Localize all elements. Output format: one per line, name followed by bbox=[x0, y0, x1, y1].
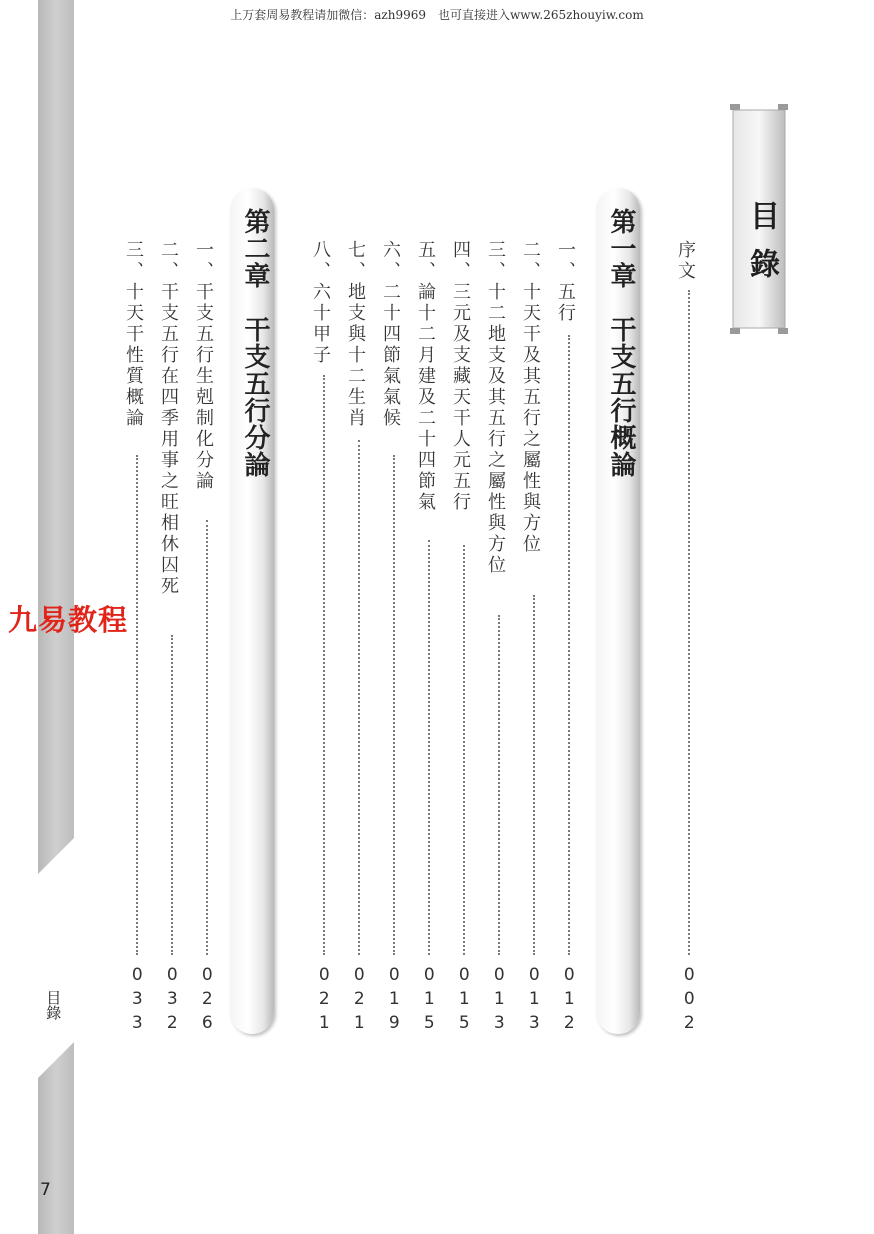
dot-leader bbox=[498, 615, 500, 955]
page-title: 目錄 bbox=[744, 200, 779, 296]
dot-leader bbox=[136, 455, 138, 955]
toc-entry-title: 四、三元及支藏天干人元五行 bbox=[450, 240, 471, 513]
dot-leader bbox=[323, 375, 325, 955]
dot-leader bbox=[533, 595, 535, 955]
toc-entry-title: 一、干支五行生剋制化分論 bbox=[193, 240, 214, 492]
toc-entry-preface[interactable] bbox=[675, 240, 706, 1037]
toc-entry[interactable] bbox=[520, 240, 551, 1037]
toc-entry-title: 序文 bbox=[675, 240, 696, 282]
red-watermark: 九易教程 bbox=[8, 603, 129, 637]
toc-entry-page: 021 bbox=[349, 965, 370, 1037]
toc-entry-title: 三、十天干性質概論 bbox=[123, 240, 144, 429]
dot-leader bbox=[358, 440, 360, 955]
dot-leader bbox=[206, 520, 208, 955]
toc-entry-page: 026 bbox=[197, 965, 218, 1037]
side-label: 目錄 bbox=[44, 990, 63, 1020]
toc-entry-page: 021 bbox=[314, 965, 335, 1037]
toc-entry-page: 015 bbox=[454, 965, 475, 1037]
toc-entry-title: 七、地支與十二生肖 bbox=[345, 240, 366, 429]
toc-entry[interactable] bbox=[415, 240, 446, 1037]
toc-entry-page: 002 bbox=[679, 965, 700, 1037]
toc-entry-page: 033 bbox=[127, 965, 148, 1037]
toc-entry-title: 二、干支五行在四季用事之旺相休囚死 bbox=[158, 240, 179, 597]
toc-entry[interactable] bbox=[158, 240, 189, 1037]
toc-entry-page: 012 bbox=[559, 965, 580, 1037]
toc-entry-title: 一、五行 bbox=[555, 240, 576, 324]
dot-leader bbox=[393, 455, 395, 955]
toc-entry[interactable] bbox=[450, 240, 481, 1037]
toc-entry[interactable] bbox=[310, 240, 341, 1037]
toc-entry[interactable] bbox=[380, 240, 411, 1037]
chapter-1-title[interactable]: 第一章 干支五行概論 bbox=[606, 208, 636, 478]
dot-leader bbox=[428, 540, 430, 955]
toc-entry[interactable] bbox=[345, 240, 376, 1037]
toc-entry-title: 二、十天干及其五行之屬性與方位 bbox=[520, 240, 541, 555]
dot-leader bbox=[171, 635, 173, 955]
dot-leader bbox=[688, 290, 690, 955]
page-number: 7 bbox=[40, 1180, 51, 1200]
toc-entry-page: 032 bbox=[162, 965, 183, 1037]
toc-entry[interactable] bbox=[123, 240, 154, 1037]
toc-entry-title: 六、二十四節氣氣候 bbox=[380, 240, 401, 429]
toc-entry-page: 013 bbox=[524, 965, 545, 1037]
toc-entry-page: 015 bbox=[419, 965, 440, 1037]
toc-entry[interactable] bbox=[193, 240, 224, 1037]
toc-entry-title: 五、論十二月建及二十四節氣 bbox=[415, 240, 436, 513]
chapter-2-title[interactable]: 第二章 干支五行分論 bbox=[240, 208, 270, 478]
dot-leader bbox=[463, 545, 465, 955]
dot-leader bbox=[568, 335, 570, 955]
toc-entry[interactable] bbox=[485, 240, 516, 1037]
toc-entry-title: 三、十二地支及其五行之屬性與方位 bbox=[485, 240, 506, 576]
watermark-banner: 上万套周易教程请加微信：azh9969 也可直接进入www.265zhouyiw.com bbox=[230, 8, 644, 22]
toc-entry-page: 019 bbox=[384, 965, 405, 1037]
toc-entry-page: 013 bbox=[489, 965, 510, 1037]
toc-entry[interactable] bbox=[555, 240, 586, 1037]
toc-entry-title: 八、六十甲子 bbox=[310, 240, 331, 366]
